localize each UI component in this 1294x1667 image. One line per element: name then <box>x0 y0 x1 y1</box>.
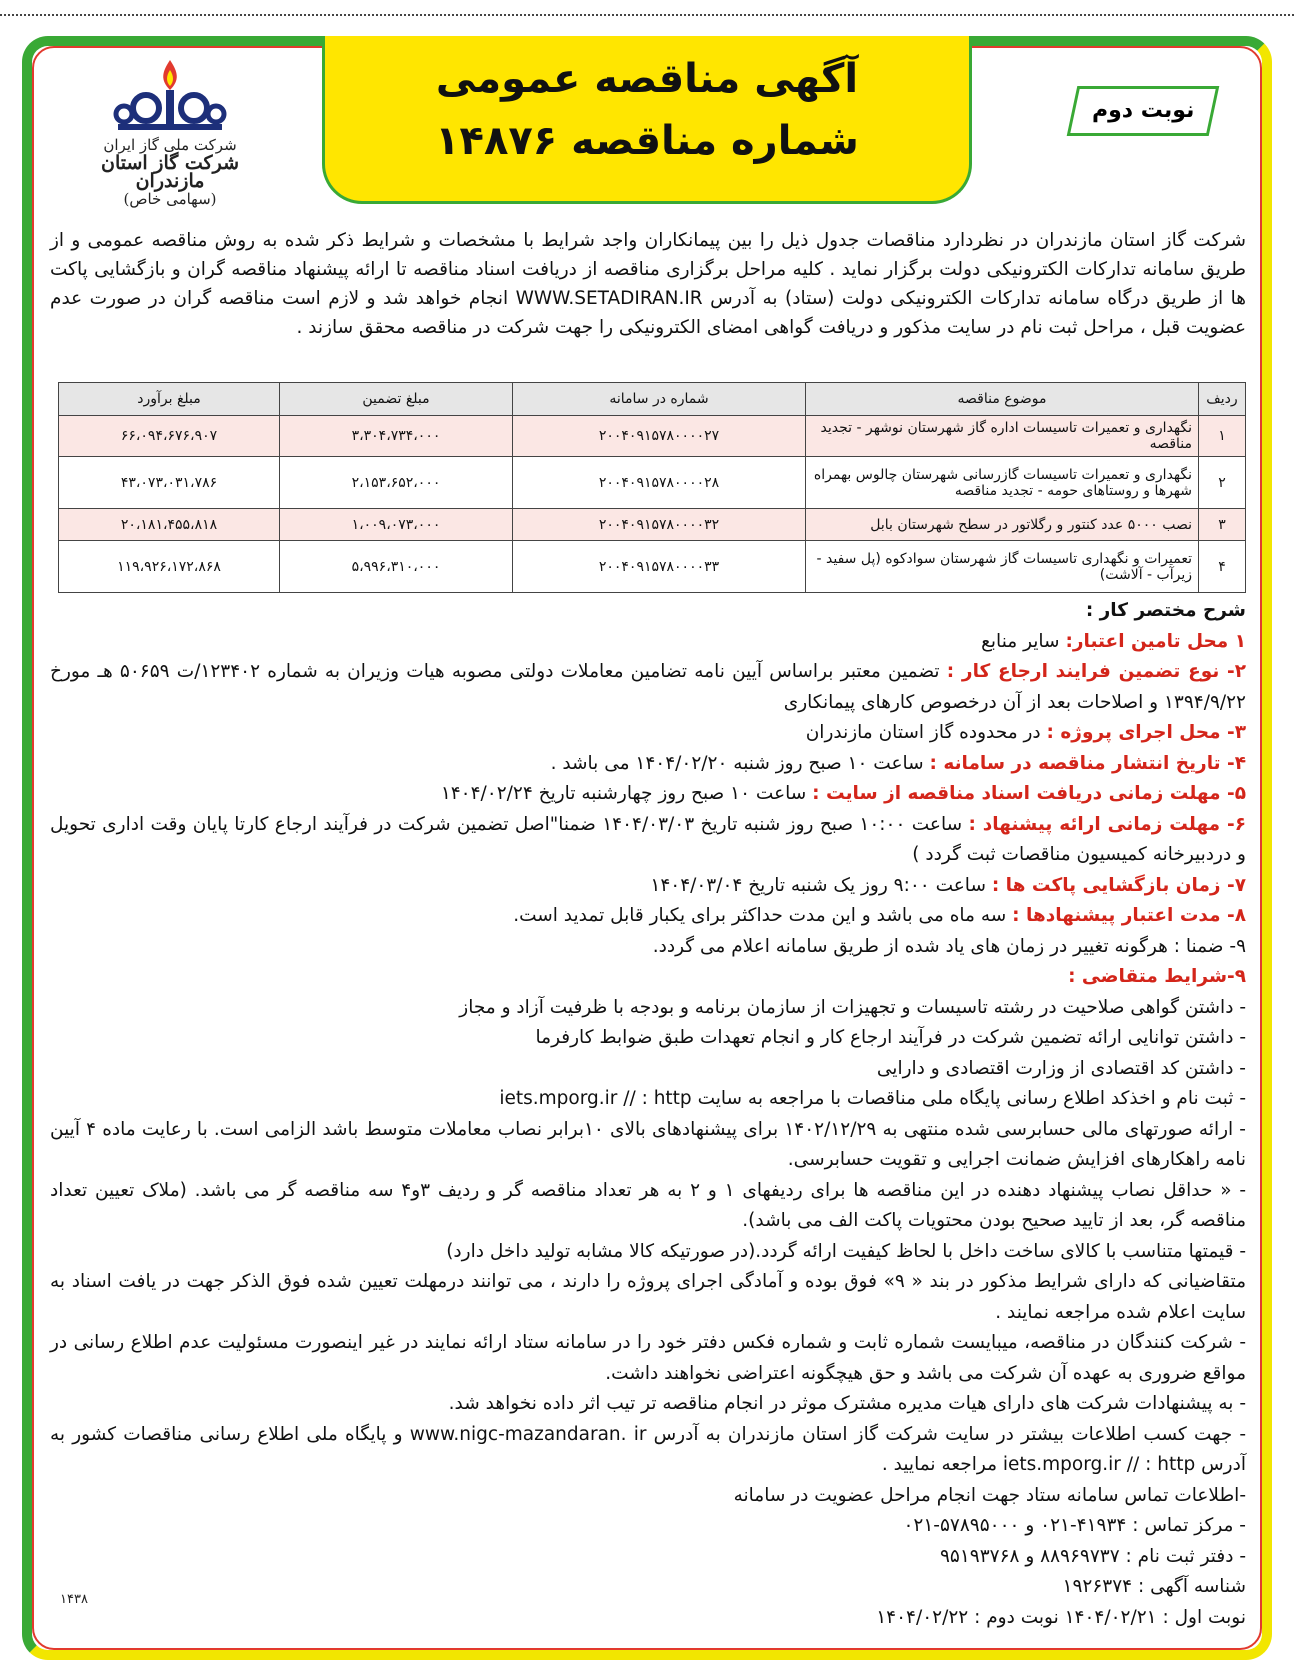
company-logo <box>70 56 270 208</box>
cell-code: ۲۰۰۴۰۹۱۵۷۸۰۰۰۰۲۷ <box>513 416 806 457</box>
cell-row: ۱ <box>1199 416 1246 457</box>
table-header-row <box>59 383 1246 416</box>
cell-estimate: ۱۱۹،۹۲۶،۱۷۲،۸۶۸ <box>59 541 280 593</box>
condition-2: - داشتن توانایی ارائه تضمین شرکت در فرآیند ارجاع کار و انجام تعهدات طبق ضوابط کارفرما <box>535 1027 1246 1048</box>
intro-paragraph: شرکت گاز استان مازندران در نظردارد مناقصات جدول ذیل را بین پیمانکاران واجد شرایط با مشخصات و شرایط ذکر شده به روش مناقصه عمومی و از طریق سامانه تدارکات الکترونیکی دولت برگزار نماید . کلیه مراحل برگزاری مناقصه از دریافت اسناد مناقصه تا ارائه پیشنهاد مناقصه گران و بازگشایی پاکت ها از طریق درگاه سامانه تدارکات الکترونیکی دولت (ستاد) به آدرس WWW.SETADIRAN.IR انجام خواهد شد و لازم است مناقصه گران در صورت عدم عضویت قبل ، مراحل ثبت نام در سایت مذکور و دریافت گواهی امضای الکترونیکی را جهت شرکت در مناقصه محقق سازند . <box>50 230 1246 338</box>
cell-row: ۳ <box>1199 509 1246 541</box>
cell-row: ۲ <box>1199 457 1246 509</box>
item-3: ۳- محل اجرای پروژه : در محدوده گاز استان مازندران <box>805 722 1246 743</box>
cell-guarantee: ۱،۰۰۹،۰۷۳،۰۰۰ <box>280 509 513 541</box>
condition-3: - داشتن کد اقتصادی از وزارت اقتصادی و دارایی <box>876 1057 1246 1079</box>
condition-9: - شرکت کنندگان در مناقصه، میبایست شماره ثابت و شماره فکس دفتر خود را در سامانه ستاد ارائه نمایند در غیر اینصورت مسئولیت عدم اطلاع رسانی در مواقع ضروری به عهده آن شرکت می باشد و حق هیچگونه اعتراضی نخواهند داشت. <box>50 1332 1246 1384</box>
header-banner <box>322 36 972 204</box>
cell-estimate: ۴۳،۰۷۳،۰۳۱،۷۸۶ <box>59 457 280 509</box>
table-row <box>59 541 1246 593</box>
condition-7: - قیمتها متناسب با کالای ساخت داخل با لحاظ کیفیت ارائه گردد.(در صورتیکه کالا مشابه تولید داخل دارد) <box>446 1240 1246 1262</box>
cell-subject: تعمیرات و نگهداری تاسیسات گاز شهرستان سوادکوه (پل سفید - زیرآب - آلاشت) <box>806 541 1199 593</box>
tender-details <box>50 596 1246 1633</box>
tender-number: شماره مناقصه ۱۴۸۷۶ <box>435 118 859 164</box>
condition-1: - داشتن گواهی صلاحیت در رشته تاسیسات و تجهیزات از سازمان برنامه و بودجه با ظرفیت آزاد و مجاز <box>459 996 1246 1018</box>
cell-subject: نگهداری و تعمیرات تاسیسات اداره گاز شهرستان نوشهر - تجدید مناقصه <box>806 416 1199 457</box>
cell-row: ۴ <box>1199 541 1246 593</box>
col-guarantee: مبلغ تضمین <box>280 383 513 416</box>
turn-badge <box>1067 86 1220 136</box>
item-9a: ۹- ضمنا : هرگونه تغییر در زمان های یاد شده از طریق سامانه اعلام می گردد. <box>652 935 1246 957</box>
table-row <box>59 416 1246 457</box>
condition-6: - « حداقل نصاب پیشنهاد دهنده در این مناقصه ها برای ردیفهای ۱ و ۲ به هر تعداد مناقصه گر و ردیف ۳و۴ سه مناقصه گر می باشد. (ملاک تعیین تعداد مناقصه گر، بعد از تایید صحیح بودن محتویات پاکت الف می باشد). <box>50 1179 1247 1231</box>
item-7: ۷- زمان بازگشایی پاکت ها : ساعت ۹:۰۰ روز یک شنبه تاریخ ۱۴۰۴/۰۳/۰۴ <box>650 874 1246 896</box>
item-4: ۴- تاریخ انتشار مناقصه در سامانه : ساعت ۱۰ صبح روز شنبه ۱۴۰۴/۰۲/۲۰ می باشد . <box>550 752 1246 774</box>
cell-subject: نگهداری و تعمیرات تاسیسات گازرسانی شهرستان چالوس بهمراه شهرها و روستاهای حومه - تجدید مناقصه <box>806 457 1199 509</box>
cell-guarantee: ۵،۹۹۶،۳۱۰،۰۰۰ <box>280 541 513 593</box>
item-5: ۵- مهلت زمانی دریافت اسناد مناقصه از سایت : ساعت ۱۰ صبح روز چهارشنبه تاریخ ۱۴۰۴/۰۲/۲۴ <box>440 783 1246 804</box>
page-title: آگهی مناقصه عمومی <box>435 56 859 102</box>
turn-badge-label: نوبت دوم <box>1091 98 1195 123</box>
logo-line-3: (سهامی خاص) <box>123 190 217 208</box>
condition-12: -اطلاعات تماس سامانه ستاد جهت انجام مراحل عضویت در سامانه <box>733 1484 1246 1506</box>
table-row <box>59 457 1246 509</box>
col-row: ردیف <box>1199 383 1246 416</box>
col-subject: موضوع مناقصه <box>806 383 1199 416</box>
table-row <box>59 509 1246 541</box>
publish-dates: نوبت اول : ۱۴۰۴/۰۲/۲۱ نوبت دوم : ۱۴۰۴/۰۲/۲۲ <box>876 1606 1246 1628</box>
ad-id: شناسه آگهی : ۱۹۲۶۳۷۴ <box>1062 1576 1246 1597</box>
item-9-title: ۹-شرایط متقاضی : <box>1068 966 1246 987</box>
cell-code: ۲۰۰۴۰۹۱۵۷۸۰۰۰۰۳۲ <box>513 509 806 541</box>
gas-company-logo-icon <box>110 56 230 136</box>
cell-code: ۲۰۰۴۰۹۱۵۷۸۰۰۰۰۲۸ <box>513 457 806 509</box>
item-8: ۸- مدت اعتبار پیشنهادها : سه ماه می باشد و این مدت حداکثر برای یکبار قابل تمدید است. <box>513 905 1246 926</box>
tender-table <box>58 382 1246 593</box>
cell-guarantee: ۲،۱۵۳،۶۵۲،۰۰۰ <box>280 457 513 509</box>
condition-4: - ثبت نام و اخذکد اطلاع رسانی پایگاه ملی مناقصات با مراجعه به سایت iets.mporg.ir // : http <box>499 1088 1246 1109</box>
condition-13: - مرکز تماس : ۴۱۹۳۴-۰۲۱ و ۵۷۸۹۵۰۰۰-۰۲۱ <box>903 1515 1246 1536</box>
condition-14: - دفتر ثبت نام : ۸۸۹۶۹۷۳۷ و ۹۵۱۹۳۷۶۸ <box>939 1545 1246 1567</box>
logo-line-2: شرکت گاز استان مازندران <box>100 152 240 192</box>
condition-10: - به پیشنهادات شرکت های دارای هیات مدیره مشترک موثر در انجام مناقصه تر تیب اثر داده نخواهد شد. <box>448 1393 1246 1414</box>
cell-estimate: ۲۰،۱۸۱،۴۵۵،۸۱۸ <box>59 509 280 541</box>
cell-subject: نصب ۵۰۰۰ عدد کنتور و رگلاتور در سطح شهرستان بابل <box>806 509 1199 541</box>
cell-code: ۲۰۰۴۰۹۱۵۷۸۰۰۰۰۳۳ <box>513 541 806 593</box>
logo-line-1: شرکت ملی گاز ایران <box>103 136 237 154</box>
col-code: شماره در سامانه <box>513 383 806 416</box>
footer-code: ۱۴۳۸ <box>60 1592 88 1607</box>
condition-8: متقاضیانی که دارای شرایط مذکور در بند « ۹» فوق بوده و آمادگی اجرای پروژه را دارند ، می توانند درمهلت تعیین شده فوق الذکر جهت در یافت اسناد به سایت اعلام شده مراجعه نمایند . <box>50 1271 1246 1323</box>
summary-title: شرح مختصر کار : <box>1085 600 1246 621</box>
item-6: ۶- مهلت زمانی ارائه پیشنهاد : ساعت ۱۰:۰۰ صبح روز شنبه تاریخ ۱۴۰۴/۰۳/۰۳ ضمنا"اصل تضمین شرکت در فرآیند ارجاع کارتا پایان وقت اداری تحویل و دردبیرخانه کمیسیون مناقصات ثبت گردد ) <box>50 813 1247 865</box>
condition-11: - جهت کسب اطلاعات بیشتر در سایت شرکت گاز استان مازندران به آدرس www.nigc-mazandaran. ir و پایگاه ملی اطلاع رسانی مناقصات کشور به آدرس iets.mporg.ir // : http مراجعه نمایید . <box>50 1423 1246 1475</box>
top-dotted-line <box>0 0 1294 16</box>
col-estimate: مبلغ برآورد <box>59 383 280 416</box>
item-1: ۱ محل تامین اعتبار: سایر منابع <box>981 630 1246 652</box>
condition-5: - ارائه صورتهای مالی حسابرسی شده منتهی به ۱۴۰۲/۱۲/۲۹ برای پیشنهادهای بالای ۱۰برابر نصاب معاملات متوسط باشد الزامی است. با رعایت ماده ۴ آیین نامه راهکارهای افزایش ضمانت اجرایی و تقویت حسابرسی. <box>50 1118 1246 1170</box>
item-2: ۲- نوع تضمین فرایند ارجاع کار : تضمین معتبر براساس آیین نامه تضامین معاملات دولتی مصوبه هیات وزیران به شماره ۱۲۳۴۰۲/ت ۵۰۶۵۹ هـ مورخ ۱۳۹۴/۹/۲۲ و اصلاحات بعد از آن درخصوص کارهای پیمانکاری <box>50 661 1247 713</box>
cell-estimate: ۶۶،۰۹۴،۶۷۶،۹۰۷ <box>59 416 280 457</box>
cell-guarantee: ۳،۳۰۴،۷۳۴،۰۰۰ <box>280 416 513 457</box>
